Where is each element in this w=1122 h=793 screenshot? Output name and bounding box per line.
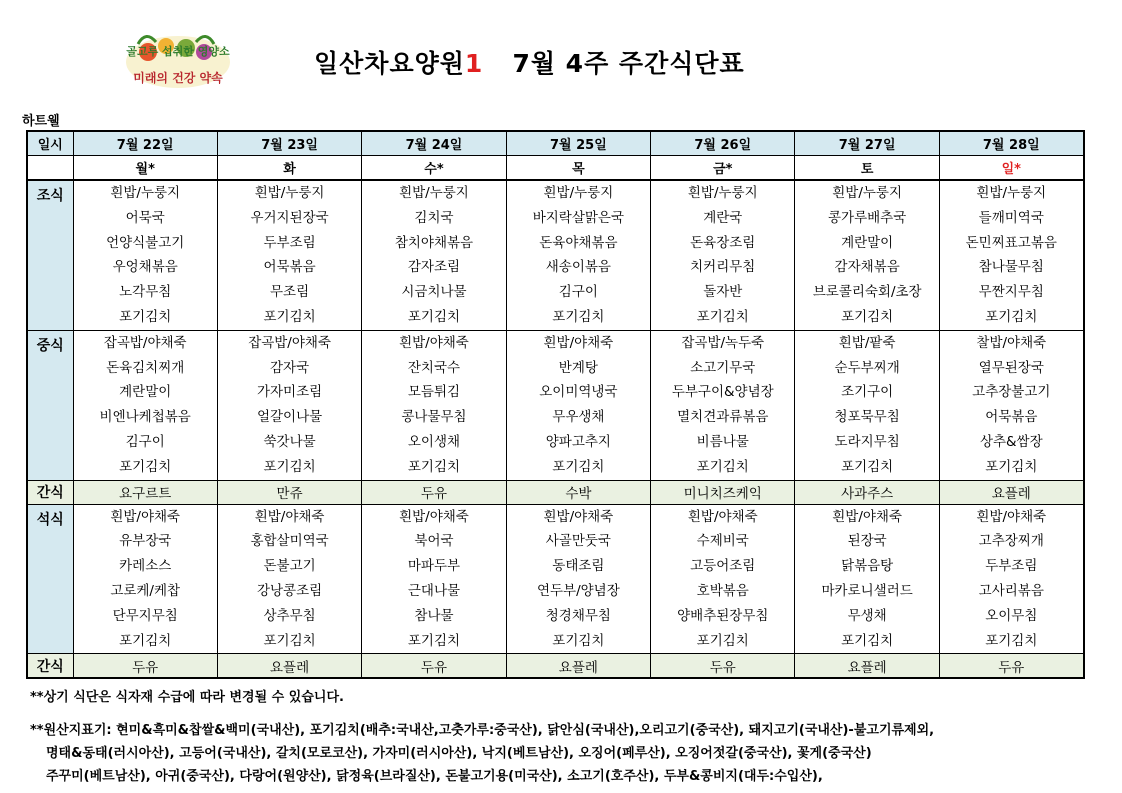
lunch-menu-cell [73, 330, 217, 480]
date-header: 7월 22일 [73, 131, 217, 155]
dinner-menu-cell [362, 504, 506, 654]
svg-text:골고루 섭취한 영양소: 골고루 섭취한 영양소 [126, 45, 230, 58]
dish-item: 계란말이 [841, 234, 894, 251]
breakfast-menu-cell [795, 180, 939, 330]
snack-item: 요구르트 [73, 480, 217, 504]
dish-item: 계란국 [703, 209, 743, 226]
dish-item: 참나물 [414, 607, 454, 624]
weekday-corner [27, 155, 73, 180]
dish-item: 멸치견과류볶음 [677, 409, 769, 426]
snack-item: 두유 [362, 654, 506, 678]
snack-item: 수박 [506, 480, 650, 504]
dish-item: 언양식불고기 [106, 234, 185, 251]
dish-item: 무우생채 [552, 409, 605, 426]
vegetable-logo-icon [108, 22, 248, 96]
dish-item: 동태조림 [552, 558, 605, 575]
dish-item: 흰밥/야채죽 [687, 508, 758, 525]
dish-item: 순두부찌개 [834, 359, 900, 376]
dish-item: 홍합살미역국 [250, 533, 329, 550]
dish-item: 포기김치 [985, 308, 1038, 325]
dish-item: 포기김치 [263, 458, 316, 475]
weekly-menu-table [26, 130, 1085, 679]
breakfast-menu-cell [939, 180, 1083, 330]
dish-item: 비엔나케첩볶음 [99, 409, 191, 426]
corner-label: 일시 [27, 131, 73, 155]
date-header: 7월 24일 [362, 131, 506, 155]
breakfast-menu-cell [217, 180, 361, 330]
notes [30, 686, 934, 788]
dish-item: 새송이볶음 [545, 259, 611, 276]
dish-item: 포기김치 [263, 632, 316, 649]
dish-item: 포기김치 [263, 308, 316, 325]
dish-item: 고추장찌개 [978, 533, 1044, 550]
dinner-menu-cell [651, 504, 795, 654]
notes-origin-line2: 명태&동태(러시아산), 고등어(국내산), 갈치(모로코산), 가자미(러시아산), 낙지(베트남산), 오징어(페루산), 오징어젓갈(중국산), 꽃게(중국산) [46, 746, 872, 761]
dish-item: 오이무침 [985, 607, 1038, 624]
dish-item: 포기김치 [696, 458, 749, 475]
dish-item: 반계탕 [558, 359, 598, 376]
dish-item: 상추무침 [263, 607, 316, 624]
dish-item: 고추장불고기 [972, 384, 1051, 401]
title-prefix: 일산차요양원 [314, 49, 465, 78]
date-header: 7월 25일 [506, 131, 650, 155]
dish-item: 오이생채 [407, 433, 461, 450]
dish-item: 쑥갓나물 [263, 433, 316, 450]
dish-item: 포기김치 [119, 458, 172, 475]
dish-item: 포기김치 [696, 308, 749, 325]
dish-item: 돈육야채볶음 [539, 234, 618, 251]
dish-item: 흰밥/누룽지 [687, 185, 758, 201]
dish-item: 참치야채볶음 [394, 234, 474, 251]
dish-item: 포기김치 [841, 632, 894, 649]
dish-item: 흰밥/야채죽 [399, 508, 469, 525]
dish-item: 고사리볶음 [978, 582, 1044, 599]
dish-item: 흰밥/팥죽 [838, 334, 896, 351]
dish-item: 포기김치 [407, 632, 461, 649]
dish-item: 비름나물 [696, 433, 749, 450]
title-suffix: 7월 4주 주간식단표 [512, 49, 745, 78]
dish-item: 바지락살맑은국 [532, 209, 625, 226]
dish-item: 돈육장조림 [690, 234, 756, 251]
dish-item: 계란말이 [119, 384, 172, 401]
dish-item: 흰밥/야채죽 [543, 508, 614, 525]
dish-item: 닭볶음탕 [841, 558, 894, 575]
dish-item: 브로콜리숙회/초장 [812, 284, 922, 301]
brand-label: 하트웰 [22, 114, 60, 129]
dish-item: 포기김치 [119, 308, 172, 325]
dish-item: 청경채무침 [545, 607, 611, 624]
dish-item: 상추&쌈장 [979, 433, 1043, 450]
weekday-header: 일* [939, 155, 1083, 180]
dish-item: 어묵볶음 [263, 259, 316, 276]
lunch-menu-cell [506, 330, 650, 480]
dish-item: 도라지무침 [834, 433, 900, 450]
dish-item: 조기구이 [841, 384, 894, 401]
dish-item: 흰밥/누룽지 [543, 185, 614, 201]
dish-item: 유부장국 [119, 533, 172, 550]
dish-item: 흰밥/누룽지 [399, 185, 469, 201]
lunch-menu-cell [217, 330, 361, 480]
dinner-menu-cell [939, 504, 1083, 654]
dish-item: 포기김치 [119, 632, 172, 649]
dish-item: 감자조림 [407, 259, 461, 276]
snack-item: 두유 [73, 654, 217, 678]
snack-item: 사과주스 [795, 480, 939, 504]
breakfast-menu-cell [651, 180, 795, 330]
dish-item: 흰밥/야채죽 [399, 334, 469, 351]
dish-item: 감자국 [270, 359, 310, 376]
dish-item: 소고기무국 [690, 359, 756, 376]
dish-item: 들깨미역국 [978, 209, 1044, 226]
dish-item: 찰밥/야채죽 [976, 334, 1047, 351]
date-header: 7월 28일 [939, 131, 1083, 155]
dish-item: 포기김치 [696, 632, 749, 649]
dish-item: 마파두부 [407, 558, 461, 575]
date-header: 7월 23일 [217, 131, 361, 155]
dish-item: 양배추된장무침 [677, 607, 769, 624]
dish-item: 치커리무침 [690, 259, 756, 276]
dish-item: 열무된장국 [978, 359, 1044, 376]
dish-item: 마카로니샐러드 [821, 582, 913, 599]
logo [108, 22, 248, 96]
dinner-label: 석식 [27, 504, 73, 654]
weekday-header: 수* [362, 155, 506, 180]
dish-item: 시금치나물 [401, 284, 467, 301]
dish-item: 김구이 [558, 284, 598, 301]
dish-item: 우거지된장국 [250, 209, 329, 226]
dish-item: 두부구이&양념장 [671, 384, 774, 401]
lunch-menu-cell [939, 330, 1083, 480]
dish-item: 포기김치 [552, 632, 605, 649]
dish-item: 김구이 [125, 433, 165, 450]
dish-item: 무조림 [270, 284, 310, 301]
dinner-menu-cell [795, 504, 939, 654]
dish-item: 포기김치 [841, 458, 894, 475]
dish-item: 고등어조림 [690, 558, 756, 575]
dish-item: 두부조림 [263, 234, 316, 251]
breakfast-menu-cell [362, 180, 506, 330]
snack-item: 두유 [362, 480, 506, 504]
dish-item: 근대나물 [407, 582, 461, 599]
dish-item: 카레소스 [119, 558, 172, 575]
dish-item: 포기김치 [985, 632, 1038, 649]
dish-item: 포기김치 [552, 308, 605, 325]
notes-disclaimer: **상기 식단은 식자재 수급에 따라 변경될 수 있습니다. [30, 690, 344, 705]
lunch-menu-cell [795, 330, 939, 480]
dish-item: 흰밥/누룽지 [254, 185, 325, 201]
dish-item: 잡곡밥/녹두죽 [681, 334, 765, 351]
dish-item: 흰밥/야채죽 [976, 508, 1047, 525]
snack-item: 요플레 [217, 654, 361, 678]
dish-item: 무생채 [847, 607, 887, 624]
snack1-label: 간식 [27, 480, 73, 504]
dish-item: 참나물무침 [978, 259, 1044, 276]
dish-item: 오이미역냉국 [539, 384, 618, 401]
dinner-menu-cell [73, 504, 217, 654]
dish-item: 흰밥/누룽지 [976, 185, 1047, 201]
dish-item: 감자채볶음 [834, 259, 900, 276]
weekday-header: 월* [73, 155, 217, 180]
snack-item: 요플레 [506, 654, 650, 678]
dish-item: 포기김치 [985, 458, 1038, 475]
dish-item: 돈육김치찌개 [106, 359, 185, 376]
dish-item: 흰밥/야채죽 [254, 508, 325, 525]
notes-origin-line3: 주꾸미(베트남산), 아귀(중국산), 다랑어(원양산), 닭정육(브라질산), 돈불고기용(미국산), 소고기(호주산), 두부&콩비지(대두:수입산), [46, 769, 823, 784]
dish-item: 잔치국수 [407, 359, 461, 376]
dish-item: 포기김치 [407, 458, 461, 475]
dish-item: 흰밥/야채죽 [832, 508, 903, 525]
dish-item: 돈민찌표고볶음 [965, 234, 1057, 251]
dish-item: 사골만둣국 [545, 533, 611, 550]
snack-item: 요플레 [939, 480, 1083, 504]
weekday-header: 금* [651, 155, 795, 180]
dish-item: 돌자반 [703, 284, 743, 301]
breakfast-label: 조식 [27, 180, 73, 330]
dish-item: 어묵국 [125, 209, 165, 226]
dish-item: 콩가루배추국 [828, 209, 907, 226]
snack-item: 요플레 [795, 654, 939, 678]
dish-item: 흰밥/누룽지 [832, 185, 903, 201]
weekday-header: 화 [217, 155, 361, 180]
dish-item: 돈불고기 [263, 558, 316, 575]
dish-item: 가자미조림 [256, 384, 323, 401]
page-title [314, 44, 745, 80]
dish-item: 된장국 [847, 533, 887, 550]
snack2-label: 간식 [27, 654, 73, 678]
date-header: 7월 27일 [795, 131, 939, 155]
lunch-menu-cell [651, 330, 795, 480]
dish-item: 콩나물무침 [401, 409, 467, 426]
notes-origin-line1: **원산지표기: 현미&흑미&찹쌀&백미(국내산), 포기김치(배추:국내산,고춧가루:중국산), 닭안심(국내산),오리고기(중국산), 돼지고기(국내산)-불고기류제외, [30, 723, 935, 738]
dish-item: 김치국 [414, 209, 454, 226]
dish-item: 모듬튀김 [407, 384, 461, 401]
dish-item: 어묵볶음 [985, 409, 1038, 426]
snack-item: 미니치즈케익 [651, 480, 795, 504]
weekday-header: 토 [795, 155, 939, 180]
dish-item: 무짠지무침 [978, 284, 1044, 301]
snack-item: 만쥬 [217, 480, 361, 504]
dish-item: 포기김치 [407, 308, 461, 325]
dinner-menu-cell [217, 504, 361, 654]
date-header: 7월 26일 [651, 131, 795, 155]
dish-item: 호박볶음 [696, 582, 749, 599]
svg-text:미래의 건강 약속: 미래의 건강 약속 [133, 71, 223, 85]
dish-item: 포기김치 [841, 308, 894, 325]
weekday-header: 목 [506, 155, 650, 180]
dish-item: 양파고추지 [545, 433, 611, 450]
dish-item: 흰밥/야채죽 [543, 334, 614, 351]
dish-item: 잡곡밥/야채죽 [248, 334, 331, 351]
dish-item: 포기김치 [552, 458, 605, 475]
dish-item: 고로케/케찹 [110, 582, 181, 599]
dish-item: 잡곡밥/야채죽 [103, 334, 187, 351]
breakfast-menu-cell [73, 180, 217, 330]
title-number: 1 [464, 49, 484, 78]
dinner-menu-cell [506, 504, 650, 654]
dish-item: 노각무침 [119, 284, 172, 301]
breakfast-menu-cell [506, 180, 650, 330]
dish-item: 수제비국 [696, 533, 749, 550]
dish-item: 연두부/양념장 [536, 582, 620, 599]
dish-item: 단무지무침 [112, 607, 178, 624]
dish-item: 북어국 [414, 533, 454, 550]
lunch-label: 중식 [27, 330, 73, 480]
lunch-menu-cell [362, 330, 506, 480]
dish-item: 강낭콩조림 [256, 582, 323, 599]
snack-item: 두유 [651, 654, 795, 678]
dish-item: 얼갈이나물 [256, 409, 323, 426]
dish-item: 흰밥/야채죽 [110, 508, 181, 525]
snack-item: 두유 [939, 654, 1083, 678]
dish-item: 청포묵무침 [834, 409, 900, 426]
dish-item: 두부조림 [985, 558, 1038, 575]
dish-item: 우엉채볶음 [112, 259, 178, 276]
dish-item: 흰밥/누룽지 [110, 185, 181, 201]
